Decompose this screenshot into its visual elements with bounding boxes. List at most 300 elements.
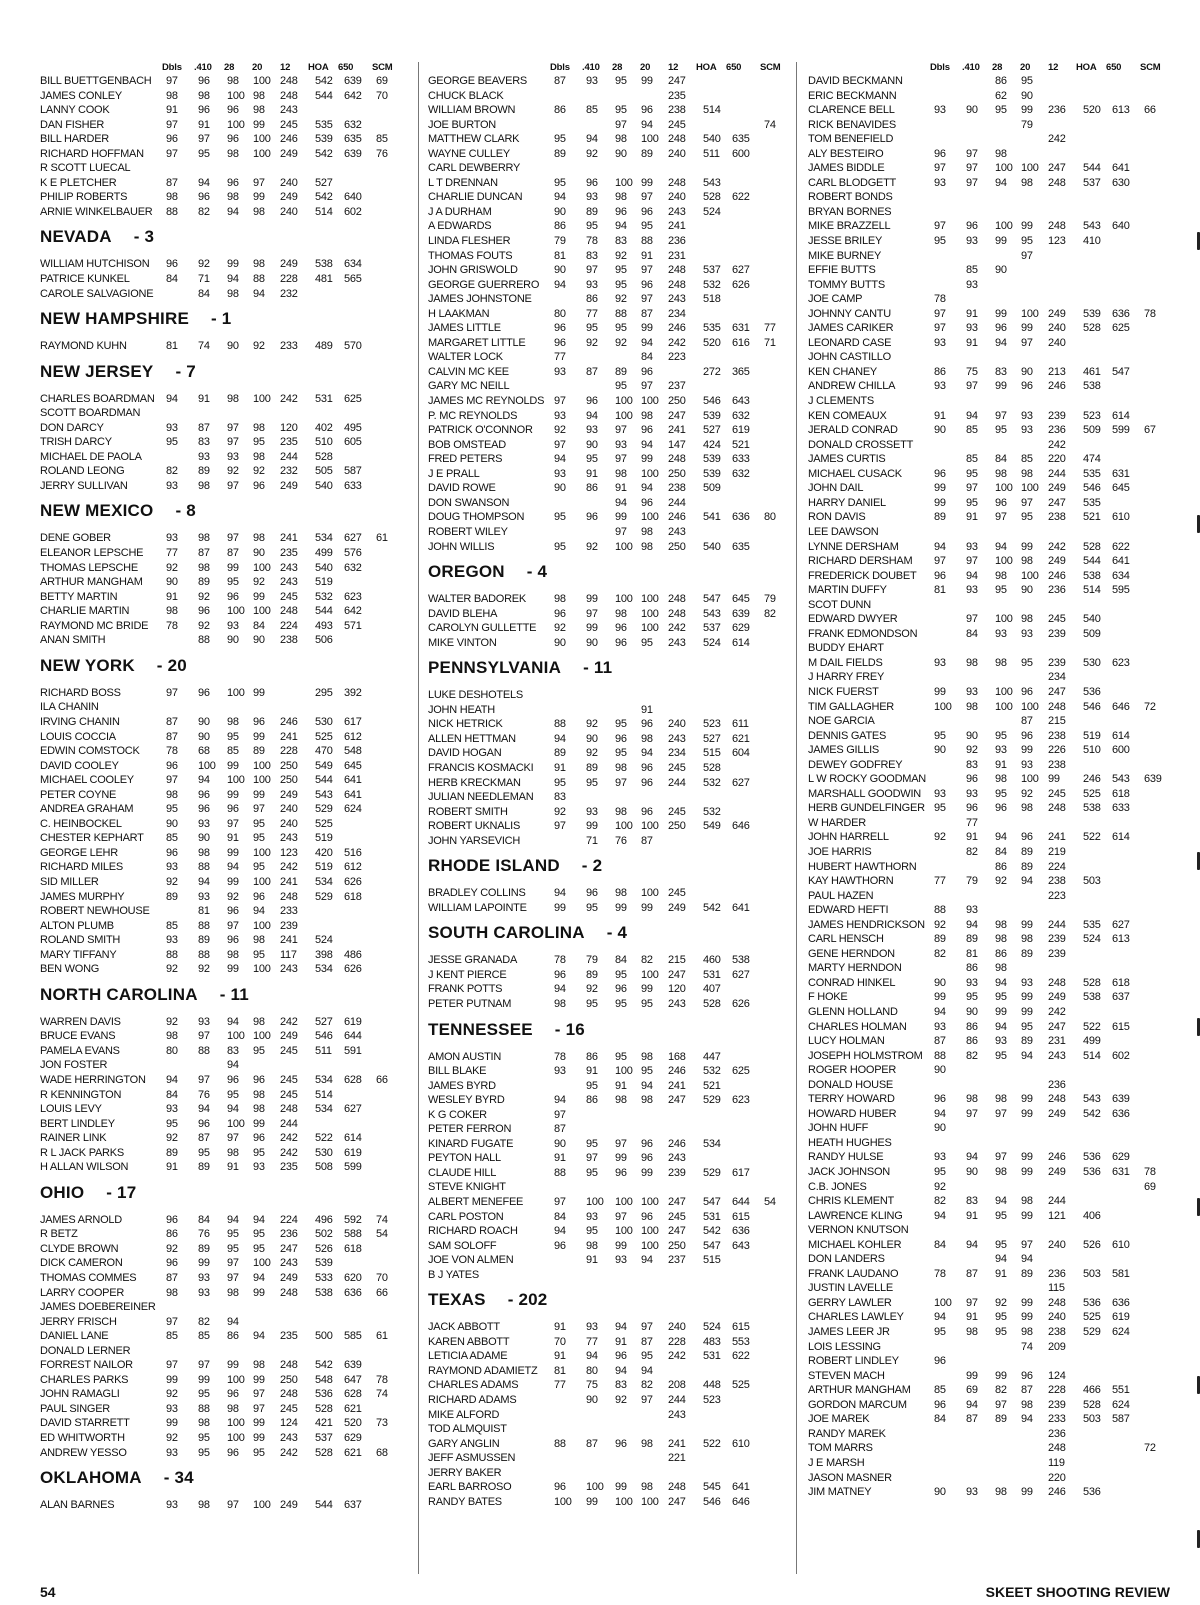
score-650: 641 [732, 901, 750, 914]
score-Dbls: 77 [554, 351, 566, 364]
score-28: 100 [615, 820, 633, 833]
column-header-label: 650 [1106, 62, 1122, 73]
shooter-name: JACK JOHNSON [808, 1166, 890, 1179]
shooter-name: PETER COYNE [40, 788, 117, 801]
score-12: 247 [668, 409, 686, 422]
column-header-label: SCM [1140, 62, 1161, 73]
score-12: 246 [668, 511, 686, 524]
score-410: 96 [198, 191, 210, 204]
shooter-row [40, 788, 412, 803]
score-20: 100 [253, 919, 271, 932]
score-20: 100 [253, 147, 271, 160]
score-28: 94 [995, 1020, 1007, 1033]
score-650: 631 [1112, 467, 1130, 480]
score-410: 97 [966, 482, 978, 495]
score-HOA: 499 [1083, 1035, 1101, 1048]
state-count: - 1 [211, 309, 232, 329]
score-Dbls: 87 [934, 1035, 946, 1048]
score-410: 93 [966, 278, 978, 291]
column-header-label: .410 [194, 62, 212, 73]
score-Dbls: 92 [166, 1015, 178, 1028]
column-header-label: 650 [726, 62, 742, 73]
score-650: 565 [344, 273, 362, 286]
score-20: 97 [253, 176, 265, 189]
shooter-row [808, 1441, 1166, 1456]
score-12: 236 [1048, 424, 1066, 437]
score-12: 224 [1048, 860, 1066, 873]
score-28: 97 [995, 409, 1007, 422]
score-28: 95 [615, 1050, 627, 1063]
score-410: 94 [966, 1398, 978, 1411]
shooter-row [40, 1160, 412, 1175]
shooter-row [40, 817, 412, 832]
column-header-label: HOA [308, 62, 329, 73]
score-410: 98 [966, 1093, 978, 1106]
shooter-name: J KENT PIERCE [428, 968, 507, 981]
column-header-label: .410 [962, 62, 980, 73]
score-410: 95 [586, 1166, 598, 1179]
shooter-name: A EDWARDS [428, 220, 492, 233]
score-28: 94 [227, 1059, 239, 1072]
shooter-row [428, 1466, 788, 1481]
score-20: 95 [1021, 511, 1033, 524]
score-Dbls: 84 [554, 1210, 566, 1223]
score-20: 94 [253, 905, 265, 918]
shooter-name: JOHN CASTILLO [808, 351, 891, 364]
score-650: 592 [344, 1213, 362, 1226]
shooter-name: WILLIAM HUTCHISON [40, 258, 150, 271]
score-410: 90 [966, 1166, 978, 1179]
score-28: 98 [227, 147, 239, 160]
score-Dbls: 91 [554, 1350, 566, 1363]
score-410: 95 [586, 901, 598, 914]
shooter-row [428, 89, 788, 104]
score-12: 249 [280, 147, 298, 160]
score-Dbls: 94 [554, 887, 566, 900]
score-20: 98 [253, 421, 265, 434]
score-28: 97 [227, 1132, 239, 1145]
score-Dbls: 93 [934, 104, 946, 117]
score-12: 245 [668, 887, 686, 900]
score-650: 624 [344, 803, 362, 816]
shooter-row [428, 336, 788, 351]
score-28: 98 [227, 948, 239, 961]
score-410: 92 [586, 983, 598, 996]
score-20: 100 [641, 1225, 659, 1238]
score-Dbls: 94 [554, 1094, 566, 1107]
score-20: 100 [253, 759, 271, 772]
score-410: 90 [198, 715, 210, 728]
score-SCM: 80 [764, 511, 776, 524]
shooter-name: ANAN SMITH [40, 634, 106, 647]
score-650: 617 [732, 1166, 750, 1179]
shooter-row [808, 74, 1166, 89]
score-12: 248 [280, 1359, 298, 1372]
score-12: 244 [1048, 467, 1066, 480]
score-650: 612 [344, 861, 362, 874]
shooter-row [40, 962, 412, 977]
score-650: 617 [344, 715, 362, 728]
score-20: 99 [1021, 1093, 1033, 1106]
score-410: 94 [198, 875, 210, 888]
score-20: 93 [1021, 976, 1033, 989]
score-28: 95 [615, 997, 627, 1010]
score-410: 79 [966, 875, 978, 888]
score-28: 99 [995, 1369, 1007, 1382]
score-410: 98 [198, 561, 210, 574]
shooter-name: NOE GARCIA [808, 715, 875, 728]
score-HOA: 531 [703, 968, 721, 981]
score-12: 249 [1048, 307, 1066, 320]
score-Dbls: 89 [934, 933, 946, 946]
score-410: 83 [586, 249, 598, 262]
score-20: 99 [1021, 1296, 1033, 1309]
score-650: 610 [1112, 1238, 1130, 1251]
score-28: 95 [227, 576, 239, 589]
score-Dbls: 78 [934, 1267, 946, 1280]
score-Dbls: 94 [934, 1107, 946, 1120]
shooter-name: ILA CHANIN [40, 701, 99, 714]
score-28: 100 [615, 176, 633, 189]
score-12: 248 [280, 1388, 298, 1401]
shooter-row [40, 392, 412, 407]
score-28: 91 [615, 482, 627, 495]
score-12: 243 [668, 1408, 686, 1421]
shooter-row [808, 612, 1166, 627]
score-20: 95 [641, 220, 653, 233]
score-12: 240 [668, 191, 686, 204]
score-SCM: 79 [764, 593, 776, 606]
shooter-name: JAMES JOHNSTONE [428, 293, 532, 306]
shooter-row [428, 1195, 788, 1210]
score-HOA: 407 [703, 983, 721, 996]
score-20: 95 [253, 1044, 265, 1057]
score-28: 97 [227, 436, 239, 449]
score-28: 95 [995, 424, 1007, 437]
shooter-name: NICK HETRICK [428, 718, 503, 731]
shooter-name: JOE HARRIS [808, 845, 872, 858]
score-HOA: 538 [315, 258, 333, 271]
score-28: 91 [615, 1079, 627, 1092]
shooter-name: THOMAS COMMES [40, 1272, 137, 1284]
score-12: 228 [668, 1335, 686, 1348]
shooter-name: NICK FUERST [808, 685, 879, 698]
score-Dbls: 87 [166, 1272, 178, 1284]
shooter-row [808, 1034, 1166, 1049]
column-header-label: 28 [612, 62, 623, 73]
score-Dbls: 84 [934, 1413, 946, 1426]
score-Dbls: 97 [166, 75, 178, 87]
score-12: 236 [1048, 1267, 1066, 1280]
score-650: 548 [344, 745, 362, 758]
shooter-name: DAVID COOLEY [40, 759, 119, 772]
score-650: 636 [344, 1286, 362, 1299]
score-410: 90 [966, 1006, 978, 1018]
shooter-name: JESSE GRANADA [428, 954, 518, 967]
shooter-name: DON LANDERS [808, 1253, 885, 1266]
score-20: 98 [1021, 1398, 1033, 1411]
score-Dbls: 90 [166, 817, 178, 830]
score-28: 94 [227, 1315, 239, 1328]
score-20: 94 [641, 1254, 653, 1267]
score-Dbls: 100 [554, 1495, 572, 1508]
score-650: 587 [344, 465, 362, 478]
score-12: 224 [280, 619, 298, 632]
score-28: 90 [995, 264, 1007, 277]
shooter-name: L T DRENNAN [428, 176, 498, 189]
score-20: 96 [1021, 1369, 1033, 1382]
score-410: 96 [198, 605, 210, 618]
shooter-name: BRUCE EVANS [40, 1030, 116, 1043]
shooter-row [808, 1165, 1166, 1180]
score-HOA: 536 [315, 1388, 333, 1401]
shooter-name: BILL BLAKE [428, 1065, 487, 1078]
score-28: 90 [615, 147, 627, 160]
score-650: 632 [344, 561, 362, 574]
score-28: 100 [615, 1225, 633, 1238]
score-Dbls: 79 [554, 235, 566, 248]
score-20: 99 [641, 75, 653, 87]
score-650: 602 [1112, 1049, 1130, 1062]
score-12: 245 [280, 1088, 298, 1101]
score-HOA: 246 [1083, 773, 1101, 786]
score-12: 248 [280, 89, 298, 102]
score-28: 97 [227, 421, 239, 434]
score-410: 91 [966, 1311, 978, 1324]
score-SCM: 74 [764, 118, 776, 131]
score-Dbls: 93 [934, 380, 946, 393]
score-650: 636 [732, 511, 750, 524]
score-12: 242 [1048, 438, 1066, 451]
score-410: 96 [966, 773, 978, 786]
shooter-name: CHARLES ADAMS [428, 1379, 519, 1392]
shooter-row [808, 190, 1166, 205]
score-Dbls: 81 [554, 249, 566, 262]
score-12: 250 [280, 759, 298, 772]
score-410: 89 [198, 1161, 210, 1174]
shooter-row [428, 1378, 788, 1393]
score-Dbls: 95 [934, 1166, 946, 1179]
score-410: 96 [198, 75, 210, 87]
shooter-name: DAVID STARRETT [40, 1417, 130, 1430]
shooter-row [808, 1180, 1166, 1195]
score-Dbls: 91 [554, 1321, 566, 1334]
state-count: - 20 [156, 655, 187, 675]
shooter-name: CHARLES BOARDMAN [40, 392, 155, 405]
score-12: 219 [1048, 845, 1066, 858]
score-20: 95 [253, 1446, 265, 1459]
score-SCM: 639 [1144, 773, 1162, 786]
shooter-row [428, 1320, 788, 1335]
score-Dbls: 95 [554, 540, 566, 553]
score-Dbls: 88 [554, 1437, 566, 1450]
state-name: TENNESSEE [428, 1019, 533, 1039]
score-Dbls: 78 [166, 619, 178, 632]
shooter-name: RAYMOND ADAMIETZ [428, 1364, 538, 1377]
score-28: 98 [995, 1166, 1007, 1179]
score-Dbls: 96 [166, 759, 178, 772]
score-410: 96 [586, 511, 598, 524]
score-28: 98 [227, 1402, 239, 1415]
score-410: 97 [198, 1073, 210, 1086]
score-20: 97 [253, 803, 265, 816]
score-650: 636 [1112, 307, 1130, 320]
score-12: 249 [668, 901, 686, 914]
score-HOA: 528 [1083, 1398, 1101, 1411]
state-count: - 17 [106, 1182, 137, 1202]
score-20: 99 [1021, 1486, 1033, 1499]
score-650: 629 [732, 622, 750, 635]
score-20: 98 [641, 732, 653, 745]
score-SCM: 66 [1144, 104, 1156, 117]
score-28: 100 [995, 613, 1013, 626]
score-Dbls: 94 [934, 540, 946, 553]
score-SCM: 68 [376, 1446, 388, 1459]
score-410: 71 [198, 273, 210, 286]
score-28: 96 [227, 1073, 239, 1086]
score-20: 92 [253, 340, 265, 353]
shooter-row [428, 234, 788, 249]
score-20: 98 [641, 1437, 653, 1450]
shooter-name: DONALD CROSSETT [808, 438, 914, 451]
shooter-name: RICK BENAVIDES [808, 118, 896, 131]
shooter-row [428, 1151, 788, 1166]
score-410: 90 [966, 729, 978, 742]
score-410: 87 [586, 365, 598, 378]
shooter-row [808, 990, 1166, 1005]
score-410: 93 [586, 75, 598, 87]
score-HOA: 522 [315, 1132, 333, 1145]
score-650: 495 [344, 421, 362, 434]
score-HOA: 448 [703, 1379, 721, 1392]
score-HOA: 519 [315, 861, 333, 874]
score-HOA: 532 [315, 590, 333, 603]
shooter-name: STEVEN MACH [808, 1369, 885, 1382]
score-28: 94 [995, 540, 1007, 553]
shooter-row [808, 321, 1166, 336]
score-HOA: 544 [1083, 555, 1101, 568]
score-28: 94 [227, 273, 239, 286]
shooter-name: WALTER LOCK [428, 351, 503, 364]
shooter-name: SAM SOLOFF [428, 1239, 497, 1252]
shooter-name: K E PLETCHER [40, 176, 117, 189]
shooter-name: RANDY HULSE [808, 1151, 884, 1164]
state-name: NEW MEXICO [40, 501, 154, 521]
score-Dbls: 94 [166, 1073, 178, 1086]
results-column-2 [428, 62, 788, 1509]
score-Dbls: 93 [934, 336, 946, 349]
score-20: 87 [1021, 1384, 1033, 1397]
score-650: 630 [1112, 176, 1130, 189]
score-Dbls: 97 [166, 774, 178, 787]
shooter-row [40, 744, 412, 759]
column-header-label: 28 [224, 62, 235, 73]
score-HOA: 546 [703, 1495, 721, 1508]
score-650: 614 [1112, 729, 1130, 742]
shooter-row [428, 1349, 788, 1364]
score-410: 94 [966, 409, 978, 422]
score-20: 93 [1021, 424, 1033, 437]
score-650: 625 [732, 1065, 750, 1078]
state-name: SOUTH CAROLINA [428, 923, 585, 943]
score-20: 84 [641, 351, 653, 364]
score-12: 247 [668, 75, 686, 87]
score-12: 244 [280, 1117, 298, 1130]
score-HOA: 521 [1083, 511, 1101, 524]
score-12: 247 [668, 1225, 686, 1238]
score-410: 99 [586, 593, 598, 606]
score-20: 99 [641, 322, 653, 335]
score-28: 91 [227, 1161, 239, 1174]
score-20: 97 [641, 191, 653, 204]
score-20: 95 [641, 997, 653, 1010]
score-28: 100 [615, 1065, 633, 1078]
score-28: 98 [615, 607, 627, 620]
score-28: 100 [227, 1417, 245, 1430]
shooter-name: WAYNE CULLEY [428, 147, 510, 160]
score-28: 91 [615, 1335, 627, 1348]
shooter-row [40, 831, 412, 846]
shooter-row [808, 1150, 1166, 1165]
shooter-row [40, 1416, 412, 1431]
score-12: 115 [1048, 1282, 1065, 1295]
shooter-name: DENNIS GATES [808, 729, 887, 742]
shooter-row [808, 1107, 1166, 1122]
score-12: 247 [1048, 1020, 1066, 1033]
shooter-row [40, 74, 412, 89]
score-650: 621 [344, 1446, 362, 1459]
score-20: 96 [641, 424, 653, 437]
score-650: 627 [344, 532, 362, 545]
shooter-row [808, 249, 1166, 264]
score-20: 87 [641, 834, 653, 847]
score-28: 83 [615, 1379, 627, 1392]
shooter-row [808, 714, 1166, 729]
score-20: 96 [641, 1210, 653, 1223]
score-28: 86 [995, 75, 1007, 87]
shooter-name: LYNNE DERSHAM [808, 540, 899, 553]
score-12: 242 [280, 1015, 298, 1028]
shooter-row [428, 790, 788, 805]
score-28: 92 [615, 293, 627, 306]
score-12: 221 [668, 1452, 686, 1465]
score-HOA: 528 [315, 1446, 333, 1459]
score-12: 249 [280, 1272, 298, 1284]
score-650: 615 [732, 1321, 750, 1334]
shooter-name: ROLAND SMITH [40, 934, 121, 947]
score-650: 599 [1112, 424, 1130, 437]
score-12: 250 [668, 1239, 686, 1252]
shooter-name: FRANCIS KOSMACKI [428, 761, 534, 774]
score-650: 588 [344, 1228, 362, 1241]
shooter-name: GEORGE BEAVERS [428, 75, 527, 87]
shooter-name: WESLEY BYRD [428, 1094, 505, 1107]
shooter-name: K G COKER [428, 1108, 487, 1121]
score-28: 92 [227, 890, 239, 903]
shooter-row [428, 819, 788, 834]
score-12: 248 [668, 453, 686, 466]
score-410: 86 [966, 1020, 978, 1033]
score-410: 93 [966, 976, 978, 989]
shooter-name: R L JACK PARKS [40, 1146, 124, 1159]
score-HOA: 510 [315, 436, 333, 449]
score-650: 618 [1112, 787, 1130, 800]
score-410: 86 [586, 293, 598, 306]
score-410: 82 [966, 1049, 978, 1062]
score-28: 97 [227, 1272, 239, 1284]
shooter-row [428, 147, 788, 162]
score-SCM: 78 [376, 1373, 388, 1386]
